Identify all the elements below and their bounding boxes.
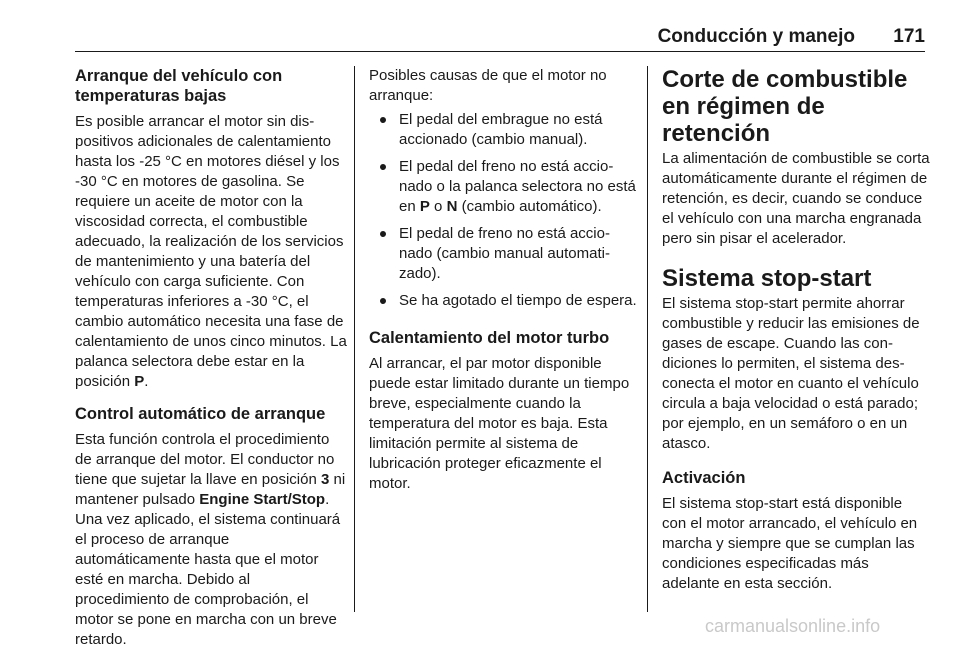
list-item: El pedal del freno no está accionado o la palanca selectora no está en P o N (cambio automático). bbox=[369, 157, 637, 217]
column-2 bbox=[369, 66, 637, 494]
heading-cold-start: Arranque del vehículo con temperaturas bajas bbox=[75, 67, 283, 105]
paragraph-turbo-warmup: Al arrancar, el par motor disponible puede estar limitado durante un tiempo breve, especialmente cuando la temperatura del motor es baja. Esta limitación permite al sistema de lubricación proteger eficazmente el motor. bbox=[369, 355, 630, 492]
list-item: Se ha agotado el tiempo de espera. bbox=[369, 291, 637, 311]
bullet-icon bbox=[380, 231, 386, 237]
heading-fuel-cutoff: Corte de combustible en régimen de retención bbox=[662, 66, 908, 147]
paragraph-causes-intro: Posibles causas de que el motor no arranque: bbox=[369, 67, 607, 104]
header-divider bbox=[75, 51, 925, 52]
page-header bbox=[75, 26, 925, 50]
heading-stop-start: Sistema stop-start bbox=[662, 265, 872, 292]
column-divider-2 bbox=[647, 66, 648, 612]
list-item: El pedal del embrague no está accionado (cambio manual). bbox=[369, 110, 637, 150]
column-3 bbox=[662, 66, 930, 594]
running-head: Conducción y manejo bbox=[657, 26, 855, 47]
paragraph-activation: El sistema stop-start está disponible con el motor arrancado, el vehículo en marcha y siempre que se cumplan las condiciones especificadas más adelante en esta sección. bbox=[662, 495, 918, 592]
page-number: 171 bbox=[893, 26, 925, 47]
bullet-icon bbox=[380, 298, 386, 304]
site-watermark: carmanualsonline.info bbox=[705, 616, 881, 636]
paragraph-auto-start-control: Esta función controla el procedimiento de arranque del motor. El conductor no tiene que sujetar la llave en posición 3 ni mantener pulsado Engine Start/Stop. Una vez aplicado, el sistema continuará el proceso de arranque automáticamente hasta que el motor esté en marcha. Debido al procedimiento de comprobación, el motor se pone en marcha con un breve retardo. bbox=[75, 431, 346, 648]
paragraph-fuel-cutoff: La alimentación de combustible se corta automáticamente durante el régimen de retención, es decir, cuando se conduce el vehículo con una marcha engranada pero sin pisar el acelerador. bbox=[662, 150, 930, 247]
paragraph-cold-start: Es posible arrancar el motor sin dispositivos adicionales de calentamiento hasta los -25 °C en motores diésel y los -30 °C en motores de gasolina. Se requiere un aceite de motor con la viscosidad correcta, el combustible adecuado, la realización de los servicios de mantenimiento y una batería del vehículo con carga suficiente. Con temperaturas inferiores a -30 °C, el cambio automático necesita una fase de calentamiento de unos cinco minutos. La palanca selectora debe estar en la posición P. bbox=[75, 113, 347, 390]
paragraph-stop-start: El sistema stop-start permite ahorrar combustible y reducir las emisiones de gases de escape. Cuando las condiciones lo permiten, el sistema desconecta el motor en cuanto el vehículo circula a baja velocidad o está parado; por ejemplo, en un semáforo o en un atasco. bbox=[662, 295, 920, 452]
causes-list bbox=[369, 110, 637, 311]
list-item: El pedal de freno no está accionado (cambio manual automatizado). bbox=[369, 224, 637, 284]
heading-auto-start-control: Control automático de arranque bbox=[75, 405, 326, 423]
column-divider-1 bbox=[354, 66, 355, 612]
bullet-icon bbox=[380, 117, 386, 123]
column-1 bbox=[75, 66, 347, 650]
heading-activation: Activación bbox=[662, 469, 746, 487]
bullet-icon bbox=[380, 164, 386, 170]
heading-turbo-warmup: Calentamiento del motor turbo bbox=[369, 329, 610, 347]
